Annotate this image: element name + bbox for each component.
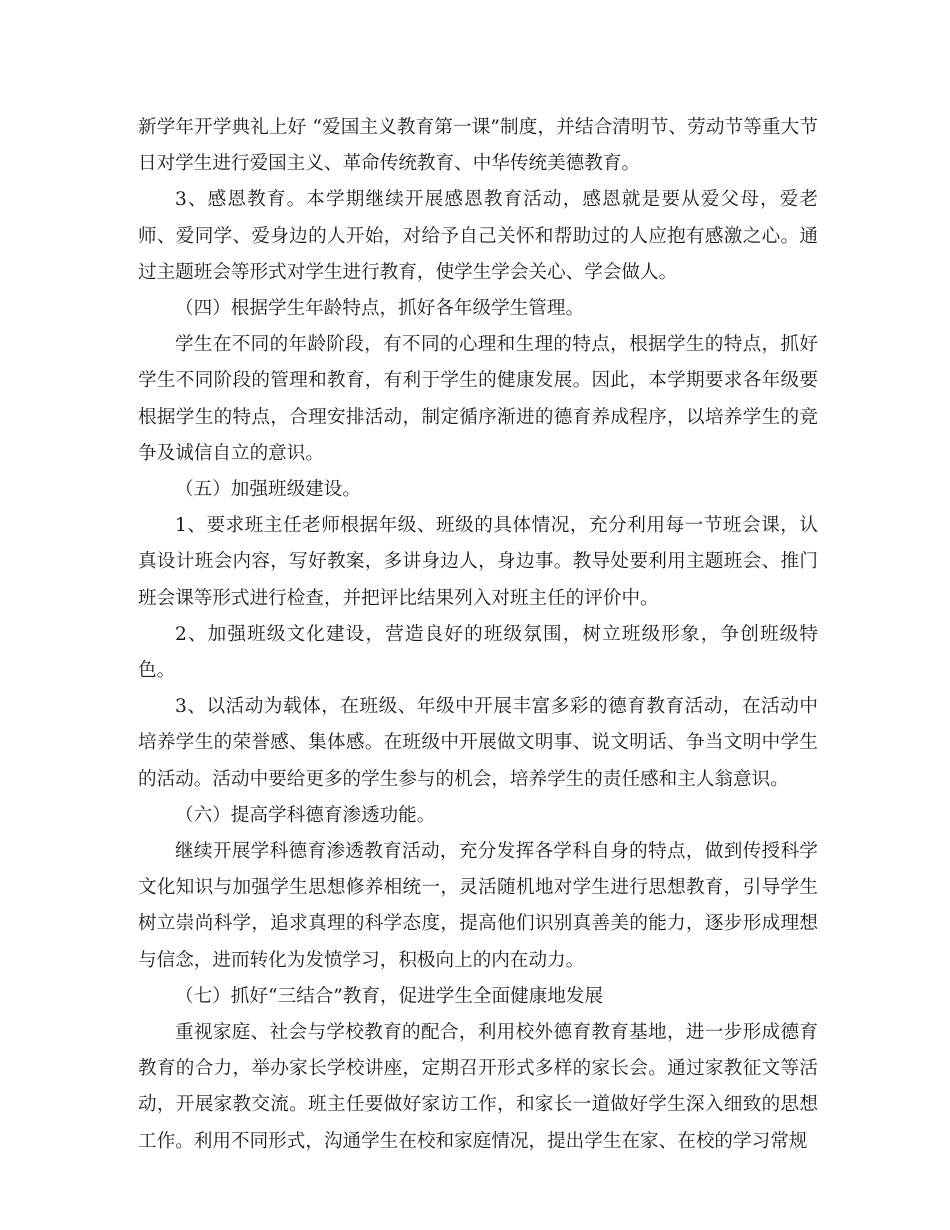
section-heading-4: （四）根据学生年龄特点，抓好各年级学生管理。 <box>175 298 585 320</box>
paragraph-grade-management: 学生在不同的年龄阶段，有不同的心理和生理的特点，根据学生的特点，抓好学生不同阶段的管理和教育，有利于学生的健康发展。因此，本学期要求各年级要根据学生的特点，合理安排活动，制定循序渐进的德育养成程序，以培养学生的竞争及诚信自立的意识。 <box>138 334 818 464</box>
paragraph-three-combination: 重视家庭、社会与学校教育的配合，利用校外德育教育基地，进一步形成德育教育的合力，举办家长学校讲座，定期召开形式多样的家长会。通过家教征文等活动，开展家教交流。班主任要做好家访工作，和家长一道做好学生深入细致的思想工作。利用不同形式，沟通学生在校和家庭情况，提出学生在家、在校的学习常规 <box>138 1022 818 1152</box>
section-heading-6: （六）提高学科德育渗透功能。 <box>175 804 436 826</box>
paragraph-class-meeting: 1、要求班主任老师根据年级、班级的具体情况，充分利用每一节班会课，认真设计班会内容，写好教案，多讲身边人，身边事。教导处要利用主题班会、推门班会课等形式进行检查，并把评比结果列入对班主任的评价中。 <box>138 515 818 609</box>
document-body <box>138 110 818 1160</box>
paragraph-class-culture: 2、加强班级文化建设，营造良好的班级氛围，树立班级形象，争创班级特色。 <box>138 623 818 682</box>
paragraph-subject-moral-education: 继续开展学科德育渗透教育活动，充分发挥各学科自身的特点，做到传授科学文化知识与加强学生思想修养相统一，灵活随机地对学生进行思想教育，引导学生树立崇尚科学，追求真理的科学态度，提高他们识别真善美的能力，逐步形成理想与信念，进而转化为发愤学习，积极向上的内在动力。 <box>138 841 818 971</box>
paragraph-activities: 3、以活动为载体，在班级、年级中开展丰富多彩的德育教育活动，在活动中培养学生的荣誉感、集体感。在班级中开展做文明事、说文明话、争当文明中学生的活动。活动中要给更多的学生参与的机会，培养学生的责任感和主人翁意识。 <box>138 696 818 790</box>
section-heading-5: （五）加强班级建设。 <box>175 479 361 501</box>
section-heading-7: （七）抓好“三结合”教育，促进学生全面健康地发展 <box>175 985 604 1007</box>
paragraph-gratitude-education: 3、感恩教育。本学期继续开展感恩教育活动，感恩就是要从爱父母，爱老师、爱同学、爱身边的人开始，对给予自己关怀和帮助过的人应抱有感激之心。通过主题班会等形式对学生进行教育，使学生学会关心、学会做人。 <box>138 189 818 283</box>
paragraph-patriotic-education-continued: 新学年开学典礼上好 “爱国主义教育第一课”制度，并结合清明节、劳动节等重大节日对学生进行爱国主义、革命传统教育、中华传统美德教育。 <box>138 117 818 175</box>
